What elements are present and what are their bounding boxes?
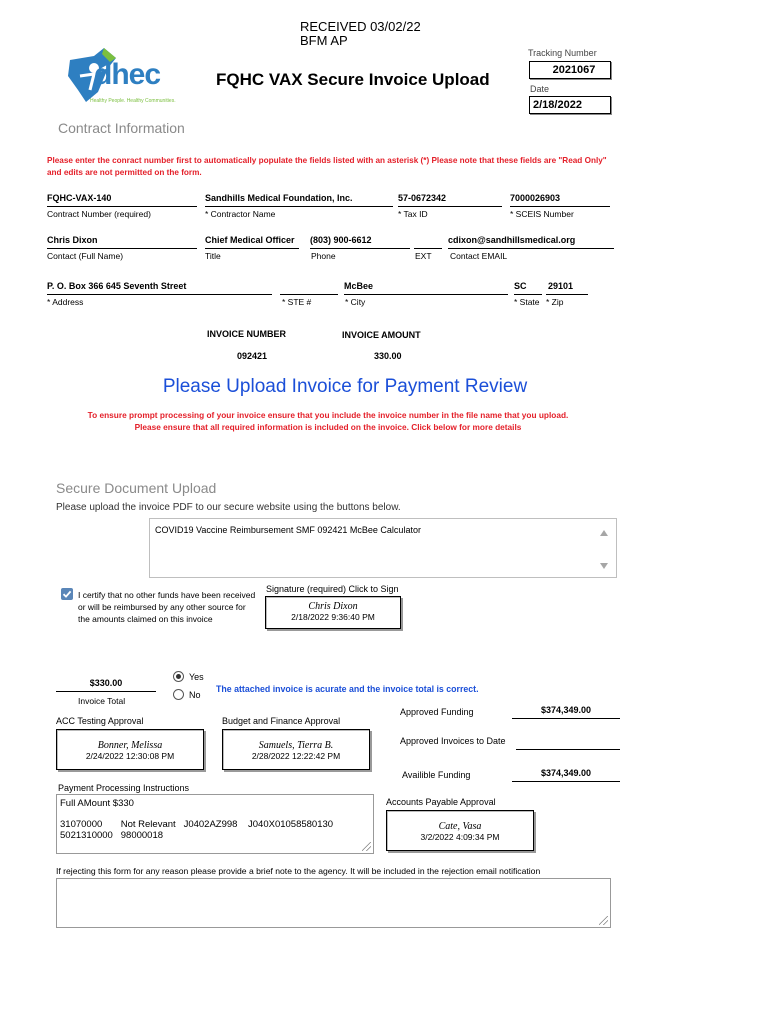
dhec-logo — [64, 46, 196, 108]
zip-label: * Zip — [546, 297, 564, 307]
stamp-line-2: BFM AP — [300, 33, 348, 48]
contact-name-label: Contact (Full Name) — [47, 251, 124, 261]
title-field[interactable]: Chief Medical Officer — [205, 235, 299, 249]
scroll-up-icon[interactable] — [600, 530, 608, 536]
address-field: P. O. Box 366 645 Seventh Street — [47, 281, 272, 295]
state-field: SC — [514, 281, 542, 295]
budget-date: 2/28/2022 12:22:42 PM — [251, 751, 341, 761]
contract-info-heading: Contract Information — [58, 120, 185, 136]
date-label: Date — [530, 84, 550, 94]
accuracy-statement: The attached invoice is acurate and the invoice total is correct. — [216, 684, 479, 694]
no-label: No — [189, 690, 201, 700]
tax-id-field: 57-0672342 — [398, 193, 502, 207]
approved-funding-label: Approved Funding — [400, 707, 474, 717]
rejection-note-field[interactable] — [56, 878, 611, 928]
ext-field[interactable] — [414, 235, 442, 249]
phone-label: Phone — [311, 251, 336, 261]
budget-name: Samuels, Tierra B. — [258, 740, 334, 751]
ap-signature-box[interactable] — [386, 810, 534, 851]
payment-instructions-label: Payment Processing Instructions — [58, 783, 190, 793]
email-field[interactable]: cdixon@sandhillsmedical.org — [448, 235, 614, 249]
yes-radio-dot — [176, 674, 181, 679]
phone-field[interactable]: (803) 900-6612 — [310, 235, 410, 249]
tracking-number-field[interactable]: 2021067 — [529, 61, 611, 79]
received-stamp — [300, 20, 421, 48]
city-label: * City — [345, 297, 366, 307]
payment-line-3: 5021310000 98000018 — [60, 830, 164, 841]
acc-testing-signature-box[interactable] — [56, 729, 204, 770]
logo-tagline: Healthy People. Healthy Communities. — [90, 98, 176, 104]
contract-number-label: Contract Number (required) — [47, 209, 151, 219]
contract-number-field[interactable]: FQHC-VAX-140 — [47, 193, 197, 207]
payment-line-2: 31070000 Not Relevant J0402AZ998 J040X01058580130 — [60, 819, 334, 830]
approved-invoices-field[interactable] — [516, 736, 620, 750]
invoice-total-label: Invoice Total — [78, 696, 126, 706]
contact-name-field[interactable]: Chris Dixon — [47, 235, 197, 249]
available-funding-label: Availible Funding — [402, 770, 471, 780]
secure-upload-heading: Secure Document Upload — [56, 480, 217, 496]
sceis-number-label: * SCEIS Number — [510, 209, 574, 219]
signature-box[interactable] — [265, 596, 401, 629]
check-icon — [61, 588, 73, 600]
payment-line-1: Full AMount $330 — [60, 798, 134, 809]
rejection-label: If rejecting this form for any reason please provide a brief note to the agency. It will be included in the rejection email notification — [56, 866, 541, 876]
acc-testing-name: Bonner, Melissa — [97, 740, 163, 751]
invoice-number-field[interactable]: 092421 — [237, 351, 268, 361]
resize-handle-icon[interactable] — [362, 842, 371, 851]
upload-instruction: Please upload the invoice PDF to our secure website using the buttons below. — [56, 502, 401, 513]
ste-field — [280, 281, 338, 295]
budget-approval-label: Budget and Finance Approval — [222, 716, 341, 726]
contractor-name-field: Sandhills Medical Foundation, Inc. — [205, 193, 393, 207]
upload-notice-1: To ensure prompt processing of your invoice ensure that you include the invoice number in the file name that you upload. — [87, 410, 569, 420]
approved-funding-field[interactable]: $374,349.00 — [512, 705, 620, 719]
yes-radio[interactable] — [173, 671, 184, 682]
signature-date: 2/18/2022 9:36:40 PM — [291, 612, 375, 622]
sceis-number-field: 7000026903 — [510, 193, 610, 207]
uploaded-file-list[interactable] — [149, 518, 617, 578]
email-label: Contact EMAIL — [450, 251, 508, 261]
yes-label: Yes — [189, 672, 204, 682]
tracking-label: Tracking Number — [528, 48, 597, 58]
signature-label: Signature (required) Click to Sign — [266, 584, 399, 594]
date-field[interactable]: 2/18/2022 — [529, 96, 611, 114]
approved-invoices-label: Approved Invoices to Date — [400, 736, 506, 746]
ste-label: * STE # — [282, 297, 312, 307]
invoice-amount-label: INVOICE AMOUNT — [342, 330, 421, 340]
logo-text: dhec — [94, 58, 161, 91]
invoice-total-field[interactable]: $330.00 — [56, 678, 156, 692]
ap-date: 3/2/2022 4:09:34 PM — [420, 832, 500, 842]
budget-signature-box[interactable] — [222, 729, 370, 770]
title-label: Title — [205, 251, 221, 261]
signature-name: Chris Dixon — [308, 601, 358, 612]
ext-label: EXT — [415, 251, 432, 261]
zip-field: 29101 — [546, 281, 588, 295]
acc-testing-date: 2/24/2022 12:30:08 PM — [85, 751, 175, 761]
stamp-line-1: RECEIVED 03/02/22 — [300, 19, 421, 34]
contractor-name-label: * Contractor Name — [205, 209, 276, 219]
payment-instructions-field[interactable] — [56, 794, 374, 854]
resize-handle-icon[interactable] — [599, 916, 608, 925]
available-funding-field[interactable]: $374,349.00 — [512, 768, 620, 782]
ap-approval-label: Accounts Payable Approval — [386, 797, 496, 807]
invoice-number-label: INVOICE NUMBER — [207, 329, 287, 339]
uploaded-file-name[interactable]: COVID19 Vaccine Reimbursement SMF 092421 McBee Calculator — [155, 525, 421, 535]
scroll-down-icon[interactable] — [600, 563, 608, 569]
tax-id-label: * Tax ID — [398, 209, 428, 219]
ap-name: Cate, Vasa — [438, 821, 482, 832]
no-radio[interactable] — [173, 689, 184, 700]
upload-heading: Please Upload Invoice for Payment Review — [162, 376, 528, 397]
certify-text: I certify that no other funds have been received or will be reimbursed by any other source for the amounts claimed on this invoice — [78, 590, 256, 624]
contract-notice: Please enter the conract number first to automatically populate the fields listed with an asterisk (*) Please note that these fields are "Read Only" and edits are not permitted on the form. — [47, 156, 607, 177]
address-label: * Address — [47, 297, 84, 307]
acc-testing-label: ACC Testing Approval — [56, 716, 144, 726]
city-field: McBee — [344, 281, 508, 295]
invoice-amount-field[interactable]: 330.00 — [374, 351, 402, 361]
state-label: * State — [514, 297, 540, 307]
certify-checkbox[interactable] — [61, 588, 73, 600]
upload-notice-2: Please ensure that all required information is included on the invoice. Click below for more details — [134, 422, 522, 432]
form-title: FQHC VAX Secure Invoice Upload — [216, 70, 490, 89]
